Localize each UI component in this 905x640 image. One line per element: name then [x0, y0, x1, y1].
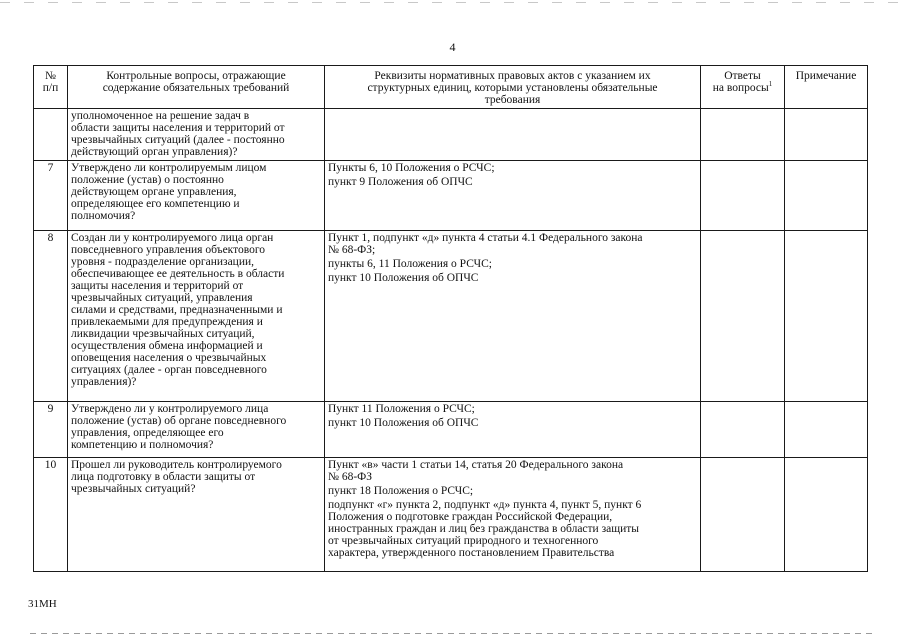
legal-references — [325, 109, 701, 161]
table-body — [34, 109, 868, 572]
legal-reference: подпункт «г» пункта 2, подпункт «д» пункта 4, пункт 5, пункт 6 Положения о подготовке граждан Российской Федерации, иностранных граждан и лиц без гражданства в области защиты от чрезвычайных ситуаций природного и техногенного характера, утвержденного постановлением Правительства — [328, 499, 642, 559]
legal-reference: пункт 18 Положения о РСЧС; — [328, 485, 474, 497]
scan-edge-bottom — [30, 633, 875, 634]
row-number: 7 — [34, 161, 68, 231]
control-question: Создан ли у контролируемого лица орган повседневного управления объектового уровня - подразделение организации, обеспечивающее ее деятельность в области защиты населения и территорий от чрезвычайных ситуаций, управления силами и средствами, предназначенными и привлекаемыми для предупреждения и ликвидации чрезвычайных ситуаций, осуществления обмена информацией и оповещения населения о чрезвычайных ситуациях (далее - орган повседневного управления)? — [68, 231, 325, 402]
answer-cell — [701, 161, 785, 231]
legal-reference: Пункт 11 Положения о РСЧС; — [328, 403, 475, 415]
table-row — [34, 161, 868, 231]
header-answers: Ответы на вопросы$^1$ — [701, 66, 785, 109]
answer-cell — [701, 458, 785, 572]
answer-cell — [701, 231, 785, 402]
document-code: 31МН — [28, 598, 57, 610]
answer-cell — [701, 109, 785, 161]
page-number: 4 — [449, 40, 456, 54]
legal-reference: Пункт 1, подпункт «д» пункта 4 статьи 4.1 Федерального закона № 68-ФЗ; — [328, 232, 643, 256]
table-header-row — [34, 66, 868, 109]
control-question: уполномоченное на решение задач в области защиты населения и территорий от чрезвычайных ситуаций (далее - постоянно действующий орган управления)? — [68, 109, 325, 161]
control-question: Утверждено ли контролируемым лицом положение (устав) о постоянно действующем органе управления, определяющее его компетенцию и полномочия? — [68, 161, 325, 231]
control-question: Утверждено ли у контролируемого лица положение (устав) об органе повседневного управления, определяющее его компетенцию и полномочия? — [68, 402, 325, 458]
requirements-table — [33, 65, 868, 572]
legal-reference: пункт 10 Положения об ОПЧС — [328, 272, 479, 284]
note-cell — [785, 402, 868, 458]
row-number — [34, 109, 68, 161]
scan-edge-top — [0, 2, 905, 3]
legal-reference: пункты 6, 11 Положения о РСЧС; — [328, 258, 492, 270]
legal-references — [325, 458, 701, 572]
row-number: 10 — [34, 458, 68, 572]
table-row — [34, 231, 868, 402]
note-cell — [785, 458, 868, 572]
header-num: № п/п — [34, 66, 68, 109]
legal-references — [325, 402, 701, 458]
header-question: Контрольные вопросы, отражающие содержание обязательных требований — [68, 66, 325, 109]
table-row — [34, 458, 868, 572]
note-cell — [785, 231, 868, 402]
legal-references — [325, 231, 701, 402]
header-refs: Реквизиты нормативных правовых актов с указанием их структурных единиц, которыми установлены обязательные требования — [325, 66, 701, 109]
row-number: 9 — [34, 402, 68, 458]
legal-reference: Пункт «в» части 1 статьи 14, статья 20 Федерального закона № 68-ФЗ — [328, 459, 624, 483]
table-row — [34, 402, 868, 458]
header-note: Примечание — [785, 66, 868, 109]
legal-references — [325, 161, 701, 231]
table-row — [34, 109, 868, 161]
legal-reference: пункт 9 Положения об ОПЧС — [328, 176, 473, 188]
footnote-marker: 1 — [768, 80, 773, 89]
control-question: Прошел ли руководитель контролируемого лица подготовку в области защиты от чрезвычайных ситуаций? — [68, 458, 325, 572]
note-cell — [785, 161, 868, 231]
legal-reference: Пункты 6, 10 Положения о РСЧС; — [328, 162, 495, 174]
row-number: 8 — [34, 231, 68, 402]
note-cell — [785, 109, 868, 161]
legal-reference: пункт 10 Положения об ОПЧС — [328, 417, 479, 429]
answer-cell — [701, 402, 785, 458]
